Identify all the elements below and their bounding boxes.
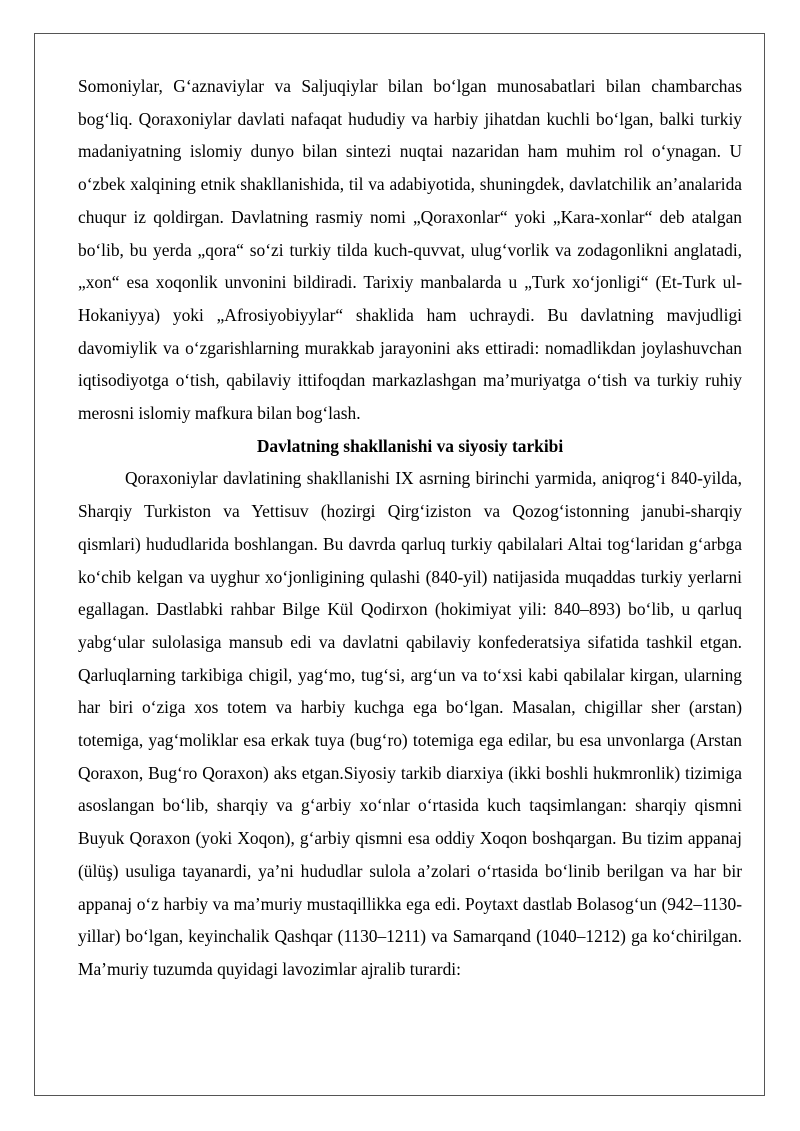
section-heading: Davlatning shakllanishi va siyosiy tarkibi [256,435,564,456]
paragraph-formation: Qoraxoniylar davlatining shakllanishi IX asrning birinchi yarmida, aniqrog‘i 840-yilda, Sharqiy Turkiston va Yettisuv (hozirgi Qirg‘iziston va Qozog‘istonning janubi-sharqiy qismlari) hududlarida boshlangan. Bu davrda qarluq turkiy qabilalari Altai tog‘laridan g‘arbga ko‘chib kelgan va uyghur xo‘jonligining qulashi (840-yil) natijasida muqaddas turkiy yerlarni egallagan. Dastlabki rahbar Bilge Kül Qodirxon (hokimiyat yili: 840–893) bo‘lib, u qarluq yabg‘ular sulolasiga mansub edi va davlatni qabilaviy konfederatsiya sifatida tashkil etgan. Qarluqlarning tarkibiga chigil, yag‘mo, tug‘si, arg‘un va to‘xsi kabi qabilalar kirgan, ularning har biri o‘ziga xos totem va harbiy kuchga ega bo‘lgan. Masalan, chigillar sher (arstan) totemiga, yag‘moliklar esa erkak tuya (bug‘ro) totemiga ega edilar, bu esa unvonlarga (Arstan Qoraxon, Bug‘ro Qoraxon) aks etgan.Siyosiy tarkib diarxiya (ikki boshli hukmronlik) tizimiga asoslangan bo‘lib, sharqiy va g‘arbiy xo‘nlar o‘rtasida kuch taqsimlangan: sharqiy qismni Buyuk Qoraxon (yoki Xoqon), g‘arbiy qismni esa oddiy Xoqon boshqargan. Bu tizim appanaj (ülüş) usuliga tayanardi, ya’ni hududlar sulola a’zolari o‘rtasida bo‘linib berilgan va har bir appanaj o‘z harbiy va ma’muriy mustaqillikka ega edi. Poytaxt dastlab Bolasog‘un (942–1130-yillar) bo‘lgan, keyinchalik Qashqar (1130–1211) va Samarqand (1040–1212) ga ko‘chirilgan. Ma’muriy tuzumda quyidagi lavozimlar ajralib turardi: [78,468,742,979]
document-body [78,70,742,986]
paragraph-intro-continuation: Somoniylar, G‘aznaviylar va Saljuqiylar bilan bo‘lgan munosabatlari bilan chambarchas bog‘liq. Qoraxoniylar davlati nafaqat hududiy va harbiy jihatdan kuchli bo‘lgan, balki turkiy madaniyatning islomiy dunyo bilan sintezi nuqtai nazaridan ham muhim rol o‘ynagan. U o‘zbek xalqining etnik shakllanishida, til va adabiyotida, shuningdek, davlatchilik an’analarida chuqur iz qoldirgan. Davlatning rasmiy nomi „Qoraxonlar“ yoki „Kara-xonlar“ deb atalgan bo‘lib, bu yerda „qora“ so‘zi turkiy tilda kuch-quvvat, ulug‘vorlik va zodagonlikni anglatadi, „xon“ esa xoqonlik unvonini bildiradi. Tarixiy manbalarda u „Turk xo‘jonligi“ (Et-Turk ul-Hokaniyya) yoki „Afrosiyobiyylar“ shaklida ham uchraydi. Bu davlatning mavjudligi davomiylik va o‘zgarishlarning murakkab jarayonini aks ettiradi: nomadlikdan joylashuvchan iqtisodiyotga o‘tish, qabilaviy ittifoqdan markazlashgan ma’muriyatga o‘tish va turkiy ruhiy merosni islomiy mafkura bilan bog‘lash. [78,76,742,424]
